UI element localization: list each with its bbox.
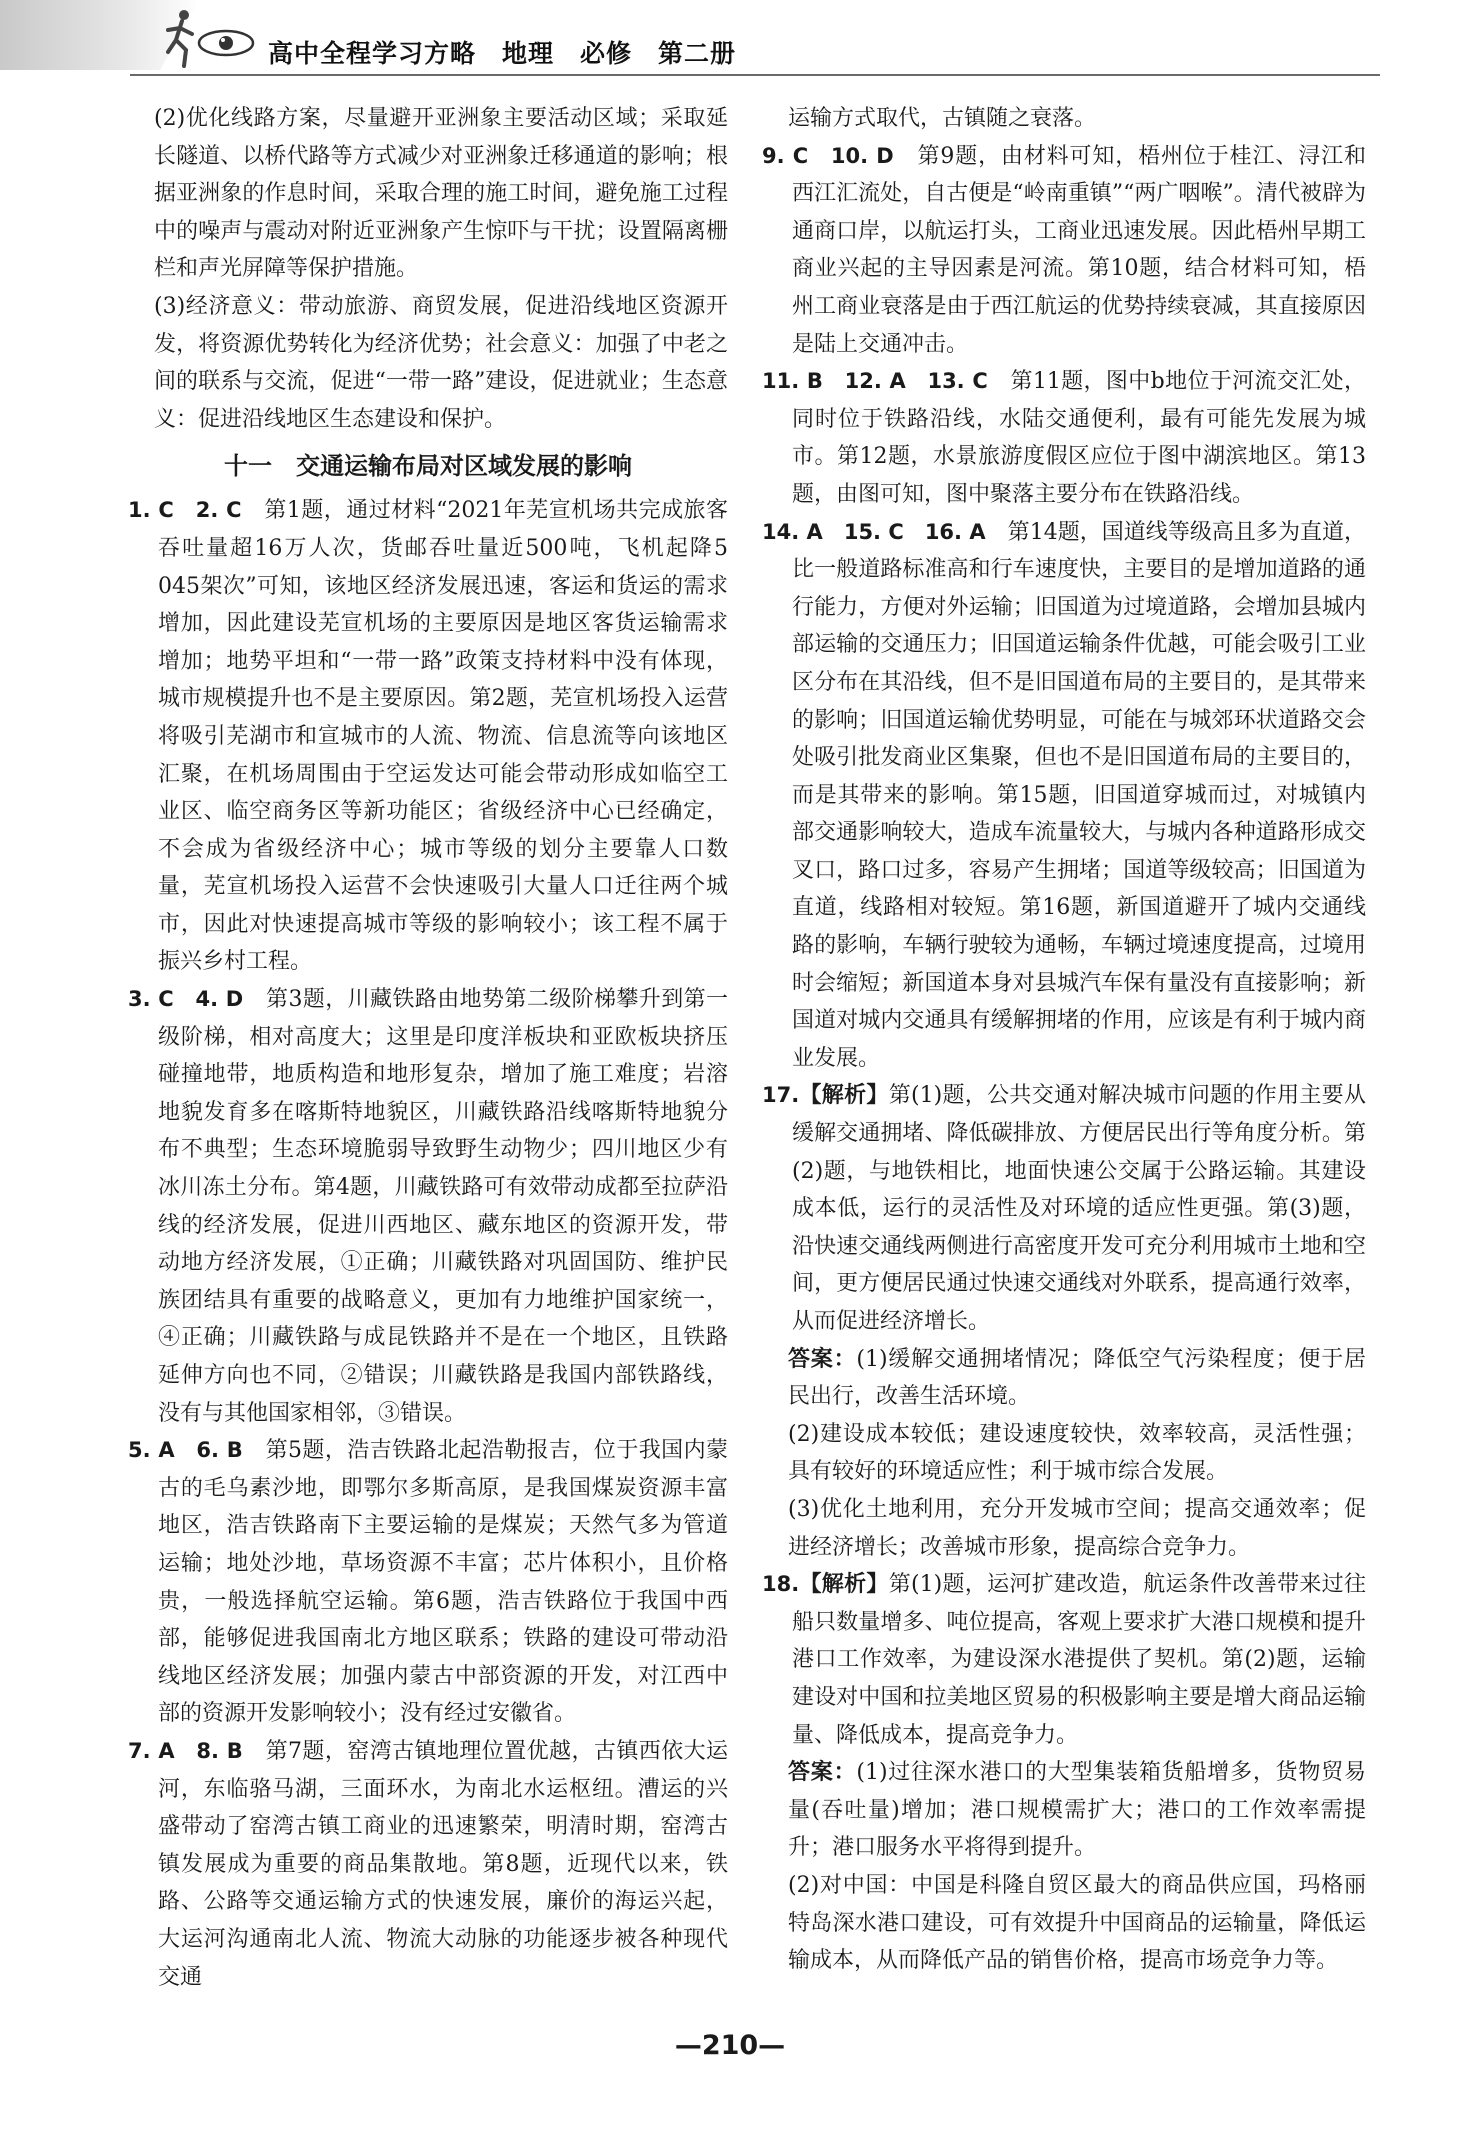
continued-text: 运输方式取代，古镇随之衰落。	[788, 106, 1097, 131]
answer-text: (1)缓解交通拥堵情况；降低空气污染程度；便于居民出行，改善生活环境。	[788, 1346, 1366, 1410]
answer-tag: 答案：	[788, 1760, 857, 1786]
header-divider	[130, 74, 1380, 76]
volume: 第二册	[658, 39, 737, 68]
section-title: 十一 交通运输布局对区域发展的影响	[224, 452, 632, 481]
explanation-text: 第3题，川藏铁路由地势第二级阶梯攀升到第一级阶梯，相对高度大；这里是印度洋板块和亚欧板块挤压碰撞地带，地质构造和地形复杂，增加了施工难度；岩溶地貌发育多在喀斯特地貌区，川藏铁路沿线喀斯特地貌分布不典型；生态环境脆弱导致野生动物少；四川地区少有冰川冻土分布。第4题，川藏铁路可有效带动成都至拉萨沿线的经济发展，促进川西地区、藏东地区的资源开发，带动地方经济发展，①正确；川藏铁路对巩固国防、维护民族团结具有重要的战略意义，更加有力地维护国家统一，④正确；川藏铁路与成昆铁路并不是在一个地区，且铁路延伸方向也不同，②错误；川藏铁路是我国内部铁路线，没有与其他国家相邻，③错误。	[158, 987, 729, 1426]
answer-tag: 答案：	[788, 1346, 857, 1372]
answer-line: (2)对中国：中国是科隆自贸区最大的商品供应国，玛格丽特岛深水港口建设，可有效提升中国商品的运输量，降低运输成本，从而降低产品的销售价格，提高市场竞争力等。	[788, 1872, 1366, 1974]
explanation-text: 第1题，通过材料“2021年芜宣机场共完成旅客吞吐量超16万人次，货邮吞吐量近500吨，飞机起降5 045架次”可知，该地区经济发展迅速，客运和货运的需求增加，因此建设芜宣机场的主要原因是地区客货运输需求增加；地势平坦和“一带一路”政策支持材料中没有体现，城市规模提升也不是主要原因。第2题，芜宣机场投入运营将吸引芜湖市和宣城市的人流、物流、信息流等向该地区汇聚，在机场周围由于空运发达可能会带动形成如临空工业区、临空商务区等新功能区；省级经济中心已经确定，不会成为省级经济中心；城市等级的划分主要靠人口数量，芜宣机场投入运营不会快速吸引大量人口迁往两个城市，因此对快速提高城市等级的影响较小；该工程不属于振兴乡村工程。	[158, 498, 729, 975]
eye-logo-icon	[196, 28, 256, 58]
answer-line: (2)建设成本较低；建设速度较快，效率较高，灵活性强；具有较好的环境适应性；利于城市综合发展。	[788, 1421, 1366, 1485]
answer-item	[762, 514, 1366, 1078]
subject: 地理	[502, 39, 555, 68]
explanation-text: 第5题，浩吉铁路北起浩勒报吉，位于我国内蒙古的毛乌素沙地，即鄂尔多斯高原，是我国煤炭资源丰富地区，浩吉铁路南下主要运输的是煤炭；天然气多为管道运输；地处沙地，草场资源不丰富；芯片体积小，且价格贵，一般选择航空运输。第6题，浩吉铁路位于我国中西部，能够促进我国南北方地区联系；铁路的建设可带动沿线地区经济发展；加强内蒙古中部资源的开发，对江西中部的资源开发影响较小；没有经过安徽省。	[158, 1438, 729, 1727]
answer-item	[128, 1432, 728, 1733]
question-number: 18.	[762, 1572, 800, 1597]
answer-item	[128, 981, 728, 1432]
question-number: 1. C 2. C	[128, 498, 242, 523]
question-number: 14. A 15. C 16. A	[762, 519, 986, 544]
left-column	[128, 100, 728, 1996]
question-number: 7. A 8. B	[128, 1738, 243, 1763]
book-title: 高中全程学习方略	[268, 39, 477, 68]
running-title	[268, 34, 762, 70]
explanation-text: 第11题，图中b地位于河流交汇处，同时位于铁路沿线，水陆交通便利，最有可能先发展为城市。第12题，水景旅游度假区应位于图中湖滨地区。第13题，由图可知，图中聚落主要分布在铁路沿线。	[792, 369, 1366, 507]
page-header	[0, 0, 1460, 80]
explanation-text: 第(1)题，公共交通对解决城市问题的作用主要从缓解交通拥堵、降低碳排放、方便居民出行等角度分析。第(2)题，与地铁相比，地面快速公交属于公路运输。其建设成本低，运行的灵活性及对环境的适应性更强。第(3)题，沿快速交通线两侧进行高密度开发可充分利用城市土地和空间，更方便居民通过快速交通线对外联系，提高通行效率，从而促进经济增长。	[792, 1083, 1366, 1334]
answer-paragraph: (2)优化线路方案，尽量避开亚洲象主要活动区域；采取延长隧道、以桥代路等方式减少对亚洲象迁移通道的影响；根据亚洲象的作息时间，采取合理的施工时间，避免施工过程中的噪声与震动对附近亚洲象产生惊吓与干扰；设置隔离栅栏和声光屏障等保护措施。	[154, 106, 728, 282]
explanation-text: 第14题，国道线等级高且多为直道，比一般道路标准高和行车速度快，主要目的是增加道路的通行能力，方便对外运输；旧国道为过境道路，会增加县城内部运输的交通压力；旧国道运输条件优越，可能会吸引工业区分布在其沿线，但不是旧国道布局的主要目的，是其带来的影响；旧国道运输优势明显，可能在与城郊环状道路交会处吸引批发商业区集聚，但也不是旧国道布局的主要目的，而是其带来的影响。第15题，旧国道穿城而过，对城镇内部交通影响较大，造成车流量较大，与城内各种道路形成交叉口，路口过多，容易产生拥堵；国道等级较高；旧国道为直道，线路相对较短。第16题，新国道避开了城内交通线路的影响，车辆行驶较为通畅，车辆过境速度提高，过境用时会缩短；新国道本身对县城汽车保有量没有直接影响；新国道对城内交通具有缓解拥堵的作用，应该是有利于城内商业发展。	[792, 519, 1367, 1071]
page-number: —210—	[674, 2030, 786, 2061]
analysis-tag: 【解析】	[799, 1572, 889, 1598]
answer-item	[128, 492, 728, 981]
explanation-text: 第7题，窑湾古镇地理位置优越，古镇西依大运河，东临骆马湖，三面环水，为南北水运枢纽。漕运的兴盛带动了窑湾古镇工商业的迅速繁荣，明清时期，窑湾古镇发展成为重要的商品集散地。第8题，近现代以来，铁路、公路等交通运输方式的快速发展，廉价的海运兴起，大运河沟通南北人流、物流大动脉的功能逐步被各种现代交通	[158, 1738, 729, 1990]
runner-icon	[160, 8, 200, 70]
answer-paragraph: (3)经济意义：带动旅游、商贸发展，促进沿线地区资源开发，将资源优势转化为经济优势；社会意义：加强了中老之间的联系与交流，促进“一带一路”建设，促进就业；生态意义：促进沿线地区生态建设和保护。	[154, 293, 728, 432]
explanation-text: 第(1)题，运河扩建改造，航运条件改善带来过往船只数量增多、吨位提高，客观上要求扩大港口规模和提升港口工作效率，为建设深水港提供了契机。第(2)题，运输建设对中国和拉美地区贸易的积极影响主要是增大商品运输量、降低成本，提高竞争力。	[792, 1572, 1366, 1748]
question-number: 9. C 10. D	[762, 143, 894, 168]
answer-line	[762, 1754, 1366, 1867]
question-number: 17.	[762, 1083, 800, 1108]
answer-line	[762, 1341, 1366, 1416]
question-number: 11. B 12. A 13. C	[762, 369, 988, 394]
question-number: 5. A 6. B	[128, 1438, 243, 1463]
answer-text: (1)过往深水港口的大型集装箱货船增多，货物贸易量(吞吐量)增加；港口规模需扩大；港口的工作效率需提升；港口服务水平将得到提升。	[788, 1760, 1366, 1861]
answer-item	[762, 1077, 1366, 1340]
course-type: 必修	[580, 39, 633, 68]
analysis-tag: 【解析】	[799, 1083, 889, 1109]
answer-item	[762, 363, 1366, 513]
explanation-text: 第9题，由材料可知，梧州位于桂江、浔江和西江汇流处，自古便是“岭南重镇”“两广咽喉”。清代被辟为通商口岸，以航运打头，工商业迅速发展。因此梧州早期工商业兴起的主导因素是河流。第10题，结合材料可知，梧州工商业衰落是由于西江航运的优势持续衰减，其直接原因是陆上交通冲击。	[792, 143, 1366, 357]
question-number: 3. C 4. D	[128, 987, 244, 1012]
answer-item	[762, 138, 1366, 364]
right-column	[762, 100, 1366, 1980]
answer-item	[762, 1566, 1366, 1754]
answer-item	[128, 1733, 728, 1996]
answer-line: (3)优化土地利用，充分开发城市空间；提高交通效率；促进经济增长；改善城市形象，提高综合竞争力。	[788, 1496, 1366, 1560]
